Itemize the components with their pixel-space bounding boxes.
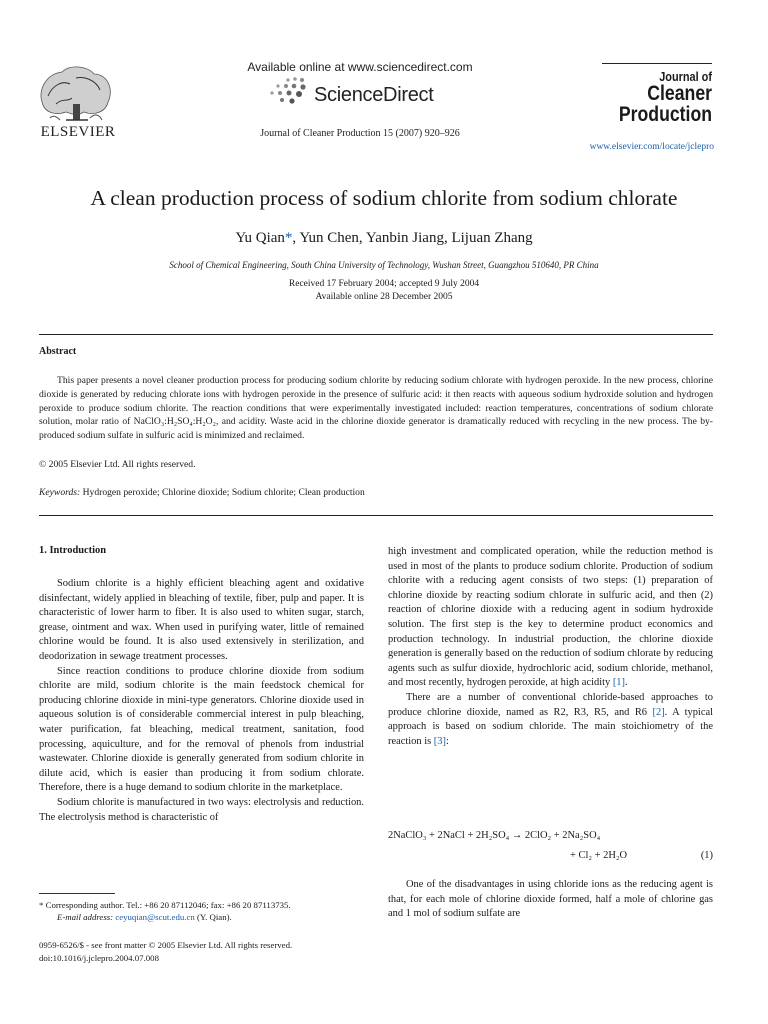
paragraph-text: . (625, 677, 628, 689)
abstract-body (39, 374, 713, 443)
corresponding-author-footnote: * Corresponding author. Tel.: +86 20 87112046; fax: +86 20 87113735. (39, 900, 291, 910)
paragraph (388, 691, 713, 749)
paragraph: Since reaction conditions to produce chlorine dioxide from sodium chlorite are mild, sodium chlorite is the main feedstock chemical for producing chlorine dioxide in mini-type generators. Chlorine dioxide used in aqueous solution is of considerable commercial interest in pulp bleaching, water purification, fat bleaching, medical treatment, sanitation, food processing, aquiculture, and for the removal of phenols from industrial wastewater. Chlorine dioxide is generally generated from sodium chlorite in dilute acid, which is easier than producing it from sodium chlorate. Therefore, there is a huge demand to sodium chlorite in the marketplace. (39, 665, 364, 794)
keywords-list: Hydrogen peroxide; Chlorine dioxide; Sodium chlorite; Clean production (80, 487, 365, 498)
journal-logo-line: Cleaner (647, 82, 712, 105)
section-heading: 1. Introduction (39, 545, 107, 556)
author-list (30, 230, 738, 247)
paragraph-text: high investment and complicated operation, while the reduction method is used in most of the plants to produce sodium chlorite. Production of sodium chlorite with a reducing agent consists of two steps: (1) preparation of chlorine dioxide by reacting sodium chlorate in sulfuric acid, and then (2) reaction of chlorine dioxide with a reducing agent in sodium hydroxide solution. The first step is the key to determine product economics and production technology. In industrial production, the chlorine dioxide generation is generally based on the reduction of sodium chlorate by reducing agents such as sulfur dioxide, hydrochloric acid, sodium chloride, methanol, and most recently, hydrogen peroxide, at high acidity (388, 546, 713, 689)
affiliation: School of Chemical Engineering, South China University of Technology, Wushan Street, Guangzhou 510640, PR China (169, 260, 599, 270)
email-footnote (57, 912, 377, 922)
available-online-text: Available online at www.sciencedirect.com (247, 60, 473, 74)
sciencedirect-dots-icon (268, 76, 312, 106)
paragraph: Sodium chlorite is manufactured in two ways: electrolysis and reduction. The electrolysis method is characteristic of (39, 796, 364, 823)
citation-link[interactable]: [3] (433, 735, 446, 747)
author-names: , Yun Chen, Yanbin Jiang, Lijuan Zhang (292, 230, 533, 246)
paragraph-text: : (445, 735, 449, 747)
citation-link[interactable]: [1] (612, 677, 625, 689)
publisher-name: ELSEVIER (40, 124, 116, 140)
journal-logo (618, 70, 712, 125)
paragraph-text: There are a number of conventional chloride-based approaches to produce chlorine dioxide, named as R2, R3, R5, and R6 (388, 691, 713, 718)
abstract-heading: Abstract (39, 346, 77, 357)
email-label: E-mail address: (57, 912, 114, 922)
equation-line: + Cl₂ + 2H₂O (570, 850, 628, 861)
right-column-continued (388, 878, 713, 922)
footnote-rule (39, 893, 115, 894)
abstract-copyright: © 2005 Elsevier Ltd. All rights reserved. (39, 459, 196, 470)
keywords-label: Keywords: (39, 487, 81, 498)
citation-link[interactable]: [2] (652, 706, 665, 718)
journal-url-link[interactable]: www.elsevier.com/locate/jclepro (589, 142, 714, 152)
email-tail: (Y. Qian). (194, 912, 232, 922)
divider (39, 334, 713, 335)
doi-line: doi:10.1016/j.jclepro.2004.07.008 (39, 953, 159, 963)
journal-logo-rule (602, 63, 712, 64)
issn-line: 0959-6526/$ - see front matter © 2005 Elsevier Ltd. All rights reserved. (39, 940, 293, 950)
paragraph (388, 545, 713, 691)
right-column (388, 545, 713, 749)
author-name: Yu Qian (235, 230, 285, 246)
email-link[interactable]: ceyuqian@scut.edu.cn (115, 912, 195, 922)
corresponding-author-marker[interactable]: * (284, 230, 293, 246)
equation-number: (1) (700, 850, 713, 861)
received-dates: Received 17 February 2004; accepted 9 July 2004 (288, 279, 480, 289)
left-column (39, 577, 364, 825)
paragraph: One of the disadvantages in using chloride ions as the reducing agent is that, for each mole of chlorine dioxide formed, half a mole of chlorine gas and 1 mol of sodium sulfate are (388, 879, 713, 920)
paragraph-text: . A typical approach is based on sodium chloride. The main stoichiometry of the reaction is (388, 706, 713, 747)
journal-logo-line: Production (618, 103, 712, 126)
online-date: Available online 28 December 2005 (315, 292, 453, 302)
equation-line: 2NaClO₃ + 2NaCl + 2H₂SO₄ → 2ClO₂ + 2Na₂SO₄ (388, 830, 601, 841)
paper-title: A clean production process of sodium chlorite from sodium chlorate (90, 186, 678, 210)
paragraph: Sodium chlorite is a highly efficient bleaching agent and oxidative disinfectant, widely applied in bleaching of textile, fiber, pulp and paper. It is characteristic of lower harm to fiber. It is also used to whiten sugar, starch, grease, ointment and wax. When used in purifying water, little of remained chlorine would be found. It is also used extensively in sterilization, and deodorization in sewage treatment processes. (39, 578, 364, 662)
abstract-text: This paper presents a novel cleaner production process for producing sodium chlorite by reducing sodium chlorate with hydrogen peroxide. In the new process, chlorine dioxide is generated by reducing chlorate ions with hydrogen peroxide in the presence of sulfuric acid: it then reacts with aqueous sodium hydroxide solution and hydrogen peroxide to produce sodium chlorite. The reaction conditions that were experimentally investigated included: reaction temperatures, concentrations of sodium chlorate solution, molar ratio of NaClO₃:H₂SO₄:H₂O₂, and acidity. Waste acid in the chlorine dioxide generator is dramatically reduced with recycling in the new process. The by-produced sodium sulfate in sulfuric acid is minimized and reclaimed. (39, 375, 713, 442)
divider (39, 515, 713, 516)
journal-logo-line: Journal of (659, 69, 712, 84)
sciencedirect-wordmark: ScienceDirect (314, 84, 434, 106)
keywords (39, 487, 365, 498)
journal-citation: Journal of Cleaner Production 15 (2007) 920–926 (260, 128, 460, 139)
